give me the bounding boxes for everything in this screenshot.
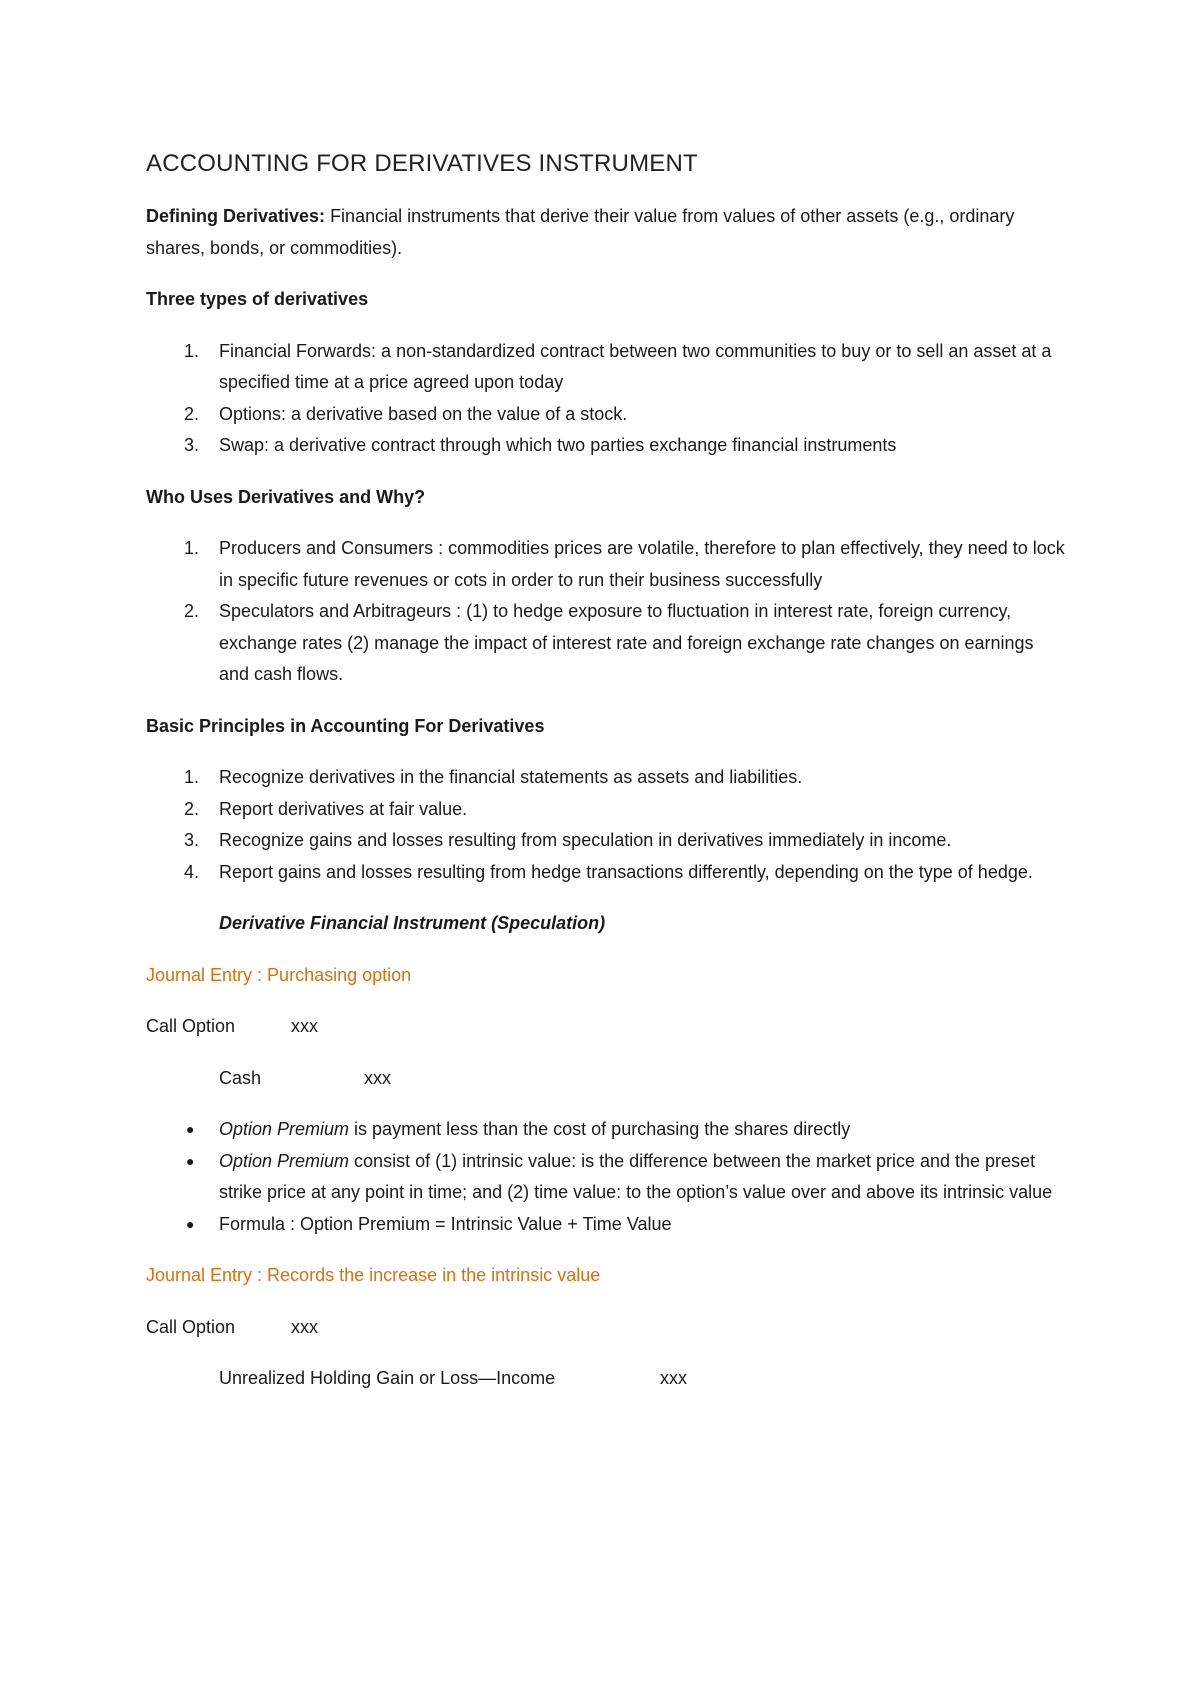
list-item-text: Producers and Consumers : commodities prices are volatile, therefore to plan effectively, they need to lock in specific future revenues or cots in order to run their business successfully — [219, 538, 1065, 590]
credit-account: Cash — [219, 1067, 262, 1088]
journal-entry-credit-line — [146, 1363, 1066, 1395]
credit-amount: xxx — [660, 1368, 687, 1388]
list-item-text: Recognize gains and losses resulting from speculation in derivatives immediately in income. — [219, 830, 952, 850]
bullet-term: Option Premium — [219, 1150, 350, 1171]
debit-amount: xxx — [291, 1016, 318, 1036]
bullet-item — [146, 1146, 1066, 1209]
list-number: 2. — [184, 798, 200, 819]
list-number: 3. — [184, 830, 200, 850]
list-item-text: Recognize derivatives in the financial statements as assets and liabilities. — [219, 767, 803, 787]
bullet-item — [146, 1114, 1066, 1146]
list-number: 1. — [184, 538, 200, 558]
principles-list — [146, 762, 1066, 888]
definition-label: Defining Derivatives: — [146, 206, 326, 226]
bullet-text: consist of (1) intrinsic value: is the difference between the market price and the preset strike price at any point in time; and (2) time value: to the option’s value over and above its intrinsic value — [219, 1150, 1053, 1202]
list-item-text: Report gains and losses resulting from hedge transactions differently, depending on the type of hedge. — [219, 861, 1033, 882]
credit-account: Unrealized Holding Gain or Loss—Income — [219, 1368, 556, 1388]
definition-paragraph — [146, 201, 1066, 264]
definition-text: Financial instruments that derive their value from values of other assets (e.g., ordinary shares, bonds, or commodities). — [146, 206, 1015, 258]
list-item — [146, 533, 1066, 596]
list-item — [146, 794, 1066, 826]
credit-amount: xxx — [364, 1067, 391, 1088]
list-item-text: Speculators and Arbitrageurs : (1) to hedge exposure to fluctuation in interest rate, foreign currency, exchange rates (2) manage the impact of interest rate and foreign exchange rate changes on earnings and cash flows. — [219, 601, 1034, 684]
list-number: 1. — [184, 767, 200, 787]
journal-entry-debit-line — [146, 1011, 1066, 1043]
list-item — [146, 336, 1066, 399]
bullet-icon: ● — [186, 1152, 195, 1169]
document-body — [146, 150, 1066, 1415]
principles-heading: Basic Principles in Accounting For Derivatives — [146, 715, 545, 736]
journal-entry-debit-line — [146, 1312, 1066, 1344]
premium-bullet-list — [146, 1114, 1066, 1240]
speculation-subheading: Derivative Financial Instrument (Speculation) — [219, 913, 606, 933]
bullet-item — [146, 1209, 1066, 1241]
list-item — [146, 596, 1066, 691]
list-item-text: Options: a derivative based on the value of a stock. — [219, 403, 628, 424]
list-item-text: Report derivatives at fair value. — [219, 798, 468, 819]
users-heading: Who Uses Derivatives and Why? — [146, 486, 426, 507]
list-number: 4. — [184, 861, 200, 882]
list-item-text: Swap: a derivative contract through which two parties exchange financial instruments — [219, 435, 897, 455]
types-heading: Three types of derivatives — [146, 289, 369, 309]
list-number: 1. — [184, 340, 200, 361]
debit-account: Call Option — [146, 1316, 236, 1337]
journal-entry-heading-purchase: Journal Entry : Purchasing option — [146, 964, 412, 985]
list-number: 2. — [184, 403, 200, 424]
bullet-text: Formula : Option Premium = Intrinsic Value + Time Value — [219, 1213, 672, 1234]
list-item — [146, 430, 1066, 462]
journal-entry-heading-intrinsic: Journal Entry : Records the increase in the intrinsic value — [146, 1265, 601, 1285]
list-item — [146, 857, 1066, 889]
bullet-text: is payment less than the cost of purchasing the shares directly — [349, 1119, 851, 1139]
list-number: 2. — [184, 601, 200, 621]
users-list — [146, 533, 1066, 691]
list-item — [146, 762, 1066, 794]
bullet-icon: ● — [186, 1215, 195, 1232]
list-item — [146, 825, 1066, 857]
page-title: ACCOUNTING FOR DERIVATIVES INSTRUMENT — [146, 150, 698, 177]
list-item — [146, 399, 1066, 431]
debit-amount: xxx — [291, 1316, 318, 1337]
bullet-icon: ● — [186, 1121, 195, 1137]
list-number: 3. — [184, 435, 200, 455]
journal-entry-credit-line — [146, 1063, 1066, 1095]
types-list — [146, 336, 1066, 462]
bullet-term: Option Premium — [219, 1119, 350, 1139]
debit-account: Call Option — [146, 1016, 236, 1036]
list-item-text: Financial Forwards: a non-standardized contract between two communities to buy or to sell an asset at a specified time at a price agreed upon today — [219, 340, 1052, 392]
